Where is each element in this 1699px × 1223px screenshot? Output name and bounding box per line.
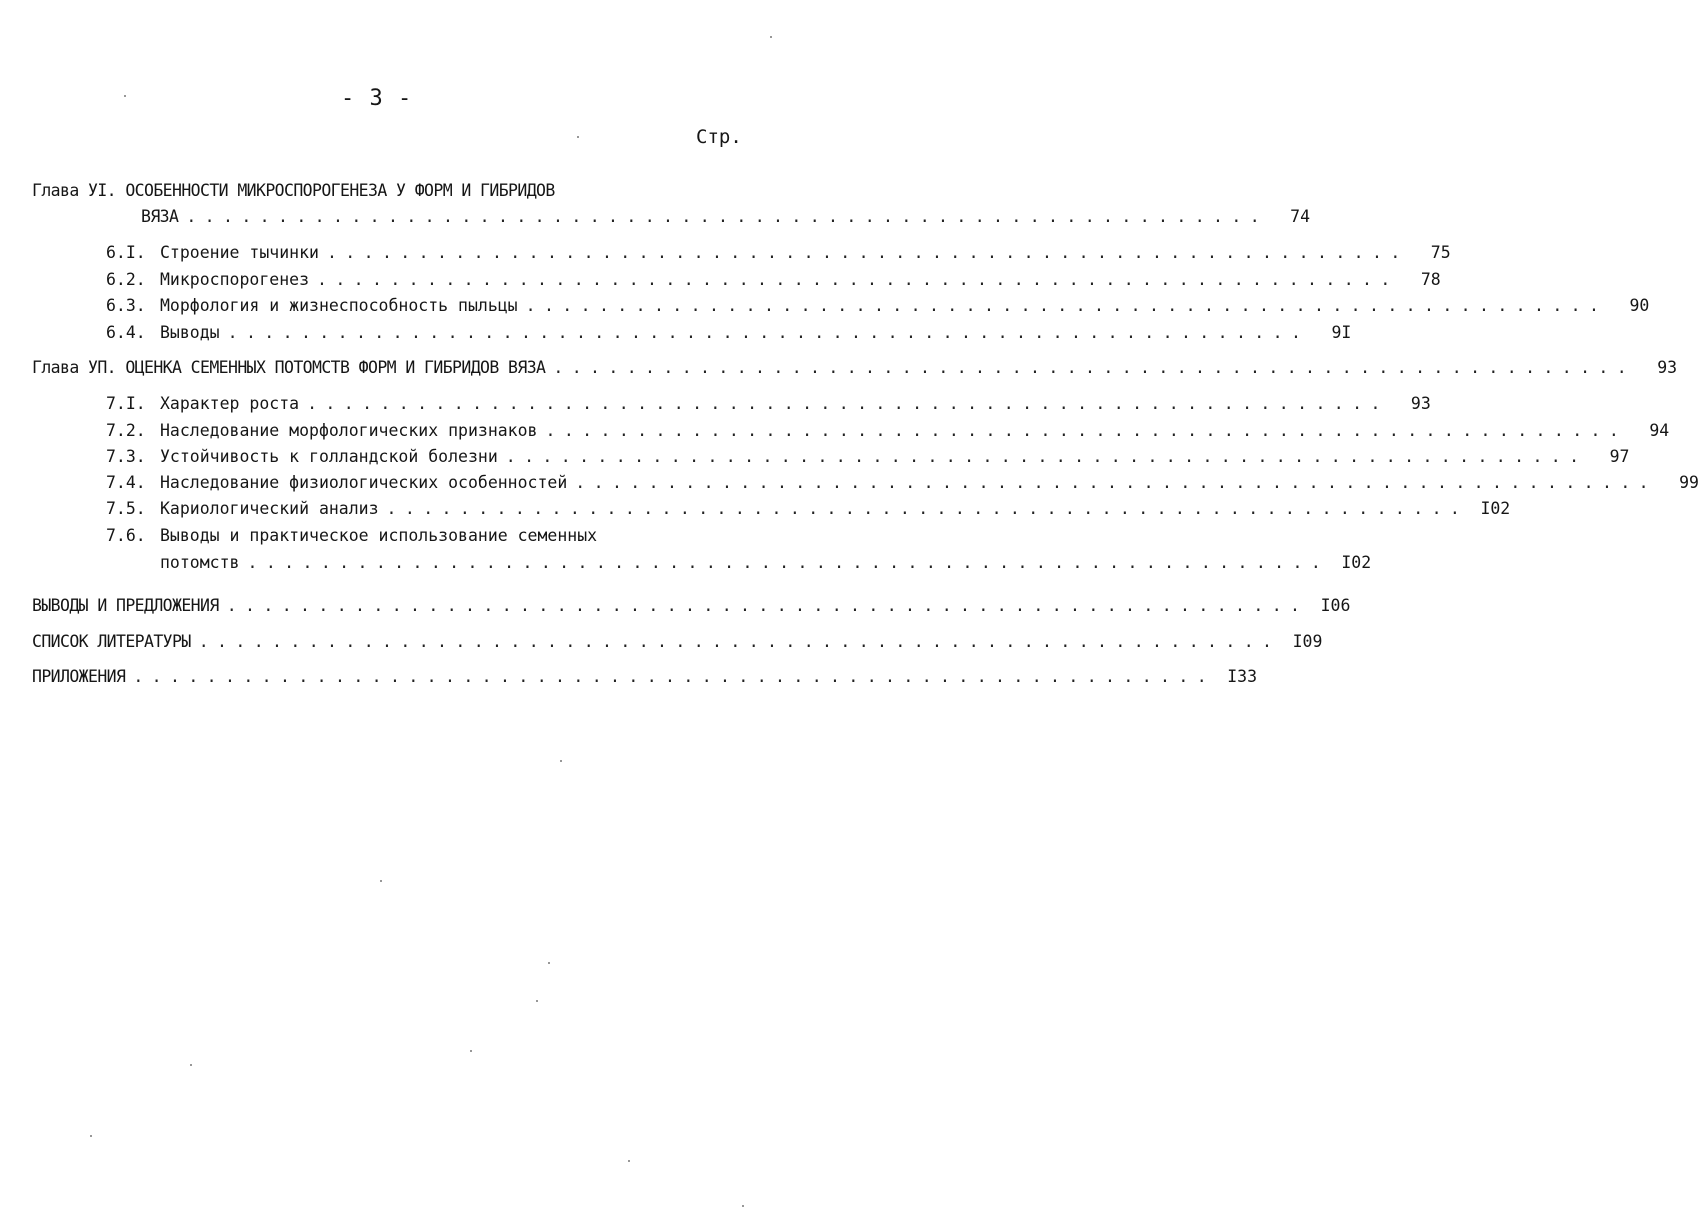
toc-section-number: 7.5. [106, 499, 146, 518]
toc-entry-text: СПИСОК ЛИТЕРАТУРЫ [32, 632, 191, 651]
toc-section-6-3 [106, 291, 1650, 317]
page-number: - 3 - [341, 86, 413, 111]
toc-section-number: 6.2. [106, 270, 146, 289]
toc-section-number: 7.6. [106, 526, 146, 545]
toc-entry-text: потомств [160, 553, 240, 572]
toc-section-number: 7.4. [106, 473, 146, 492]
leader-dots: ........................................................... [317, 270, 1399, 289]
toc-entry-text: Микроспорогенез [160, 270, 310, 289]
toc-entry-text: Устойчивость к голландской болезни [160, 447, 498, 466]
toc-page-number: 9I [1331, 323, 1352, 342]
toc-entry-text: Глава УI. ОСОБЕННОСТИ МИКРОСПОРОГЕНЕЗА У ФОРМ И ГИБРИДОВ [32, 181, 555, 200]
toc-section-7-4 [106, 468, 1699, 494]
toc-page-number: 74 [1290, 207, 1311, 226]
toc-section-7-1 [106, 389, 1431, 415]
toc-section-7-3 [106, 442, 1630, 468]
toc-section-number: 7.3. [106, 447, 146, 466]
toc-entry-text: Наследование морфологических признаков [160, 421, 538, 440]
toc-page-number: 90 [1629, 296, 1650, 315]
toc-conclusions [32, 591, 1351, 617]
scan-speck [628, 1160, 630, 1162]
leader-dots: ........................................................... [133, 667, 1216, 686]
toc-chapter-7-title [32, 353, 1678, 379]
leader-dots: ........................................................... [326, 243, 1409, 262]
toc-entry-text: Характер роста [160, 394, 300, 413]
toc-section-number: 6.4. [106, 323, 146, 342]
scan-speck [536, 1000, 538, 1002]
toc-section-6-4 [106, 318, 1352, 344]
leader-dots: ........................................................... [186, 207, 1269, 226]
toc-entry-text: Выводы и практическое использование семенных [160, 526, 598, 545]
scan-speck [380, 880, 382, 882]
toc-section-6-2 [106, 265, 1441, 291]
toc-page-number: 94 [1649, 421, 1670, 440]
toc-section-7-6 [106, 521, 732, 547]
toc-page-number: I33 [1227, 667, 1258, 686]
leader-dots: ........................................................... [553, 358, 1636, 377]
toc-page-number: I06 [1320, 596, 1351, 615]
scan-speck [742, 1205, 744, 1207]
toc-references [32, 627, 1323, 653]
toc-entry-text: Кариологический анализ [160, 499, 379, 518]
toc-section-6-1 [106, 238, 1451, 264]
scan-speck [124, 95, 126, 97]
toc-section-number: 7.I. [106, 394, 146, 413]
leader-dots: ........................................................... [575, 473, 1657, 492]
toc-page-number: 93 [1657, 358, 1678, 377]
leader-dots: ........................................................... [505, 447, 1588, 466]
toc-entry-text: Наследование физиологических особенностей [160, 473, 568, 492]
scan-speck [548, 962, 550, 964]
page-column-header: Стр. [696, 126, 742, 148]
scan-speck [577, 136, 579, 138]
leader-dots: ........................................................... [227, 323, 1310, 342]
toc-section-number: 7.2. [106, 421, 146, 440]
toc-entry-text: Выводы [160, 323, 220, 342]
leader-dots: ........................................................... [545, 421, 1628, 440]
scan-speck [190, 1064, 192, 1066]
scan-speck [470, 1050, 472, 1052]
leader-dots: ........................................................... [226, 596, 1309, 615]
toc-chapter-6-title [32, 176, 732, 202]
toc-section-7-6-continuation [160, 548, 1372, 574]
toc-entry-text: Строение тычинки [160, 243, 319, 262]
toc-page-number: 75 [1430, 243, 1451, 262]
scan-speck [560, 760, 562, 762]
toc-appendix [32, 662, 1258, 688]
toc-page-number: I09 [1292, 632, 1323, 651]
toc-page-number: 78 [1420, 270, 1441, 289]
toc-section-number: 6.I. [106, 243, 146, 262]
toc-section-number: 6.3. [106, 296, 146, 315]
toc-page-number: I02 [1480, 499, 1511, 518]
leader-dots: ........................................................... [386, 499, 1469, 518]
toc-page-number: 97 [1609, 447, 1630, 466]
toc-entry-text: Морфология и жизнеспособность пыльцы [160, 296, 518, 315]
scan-speck [770, 36, 772, 38]
toc-page-number: I02 [1341, 553, 1372, 572]
toc-entry-text: ПРИЛОЖЕНИЯ [32, 667, 126, 686]
toc-section-7-2 [106, 416, 1670, 442]
scan-speck [90, 1135, 92, 1137]
leader-dots: ........................................................... [247, 553, 1330, 572]
leader-dots: ........................................................... [198, 632, 1281, 651]
toc-entry-text: Глава УП. ОЦЕНКА СЕМЕННЫХ ПОТОМСТВ ФОРМ И ГИБРИДОВ ВЯЗА [32, 358, 546, 377]
toc-page-number: 99 [1679, 473, 1699, 492]
leader-dots: ........................................................... [525, 296, 1608, 315]
toc-section-7-5 [106, 494, 1511, 520]
toc-entry-text: ВЯЗА [141, 207, 179, 226]
leader-dots: ........................................................... [307, 394, 1389, 413]
toc-entry-text: ВЫВОДЫ И ПРЕДЛОЖЕНИЯ [32, 596, 219, 615]
toc-chapter-6-continuation [141, 202, 1311, 228]
toc-page-number: 93 [1410, 394, 1431, 413]
